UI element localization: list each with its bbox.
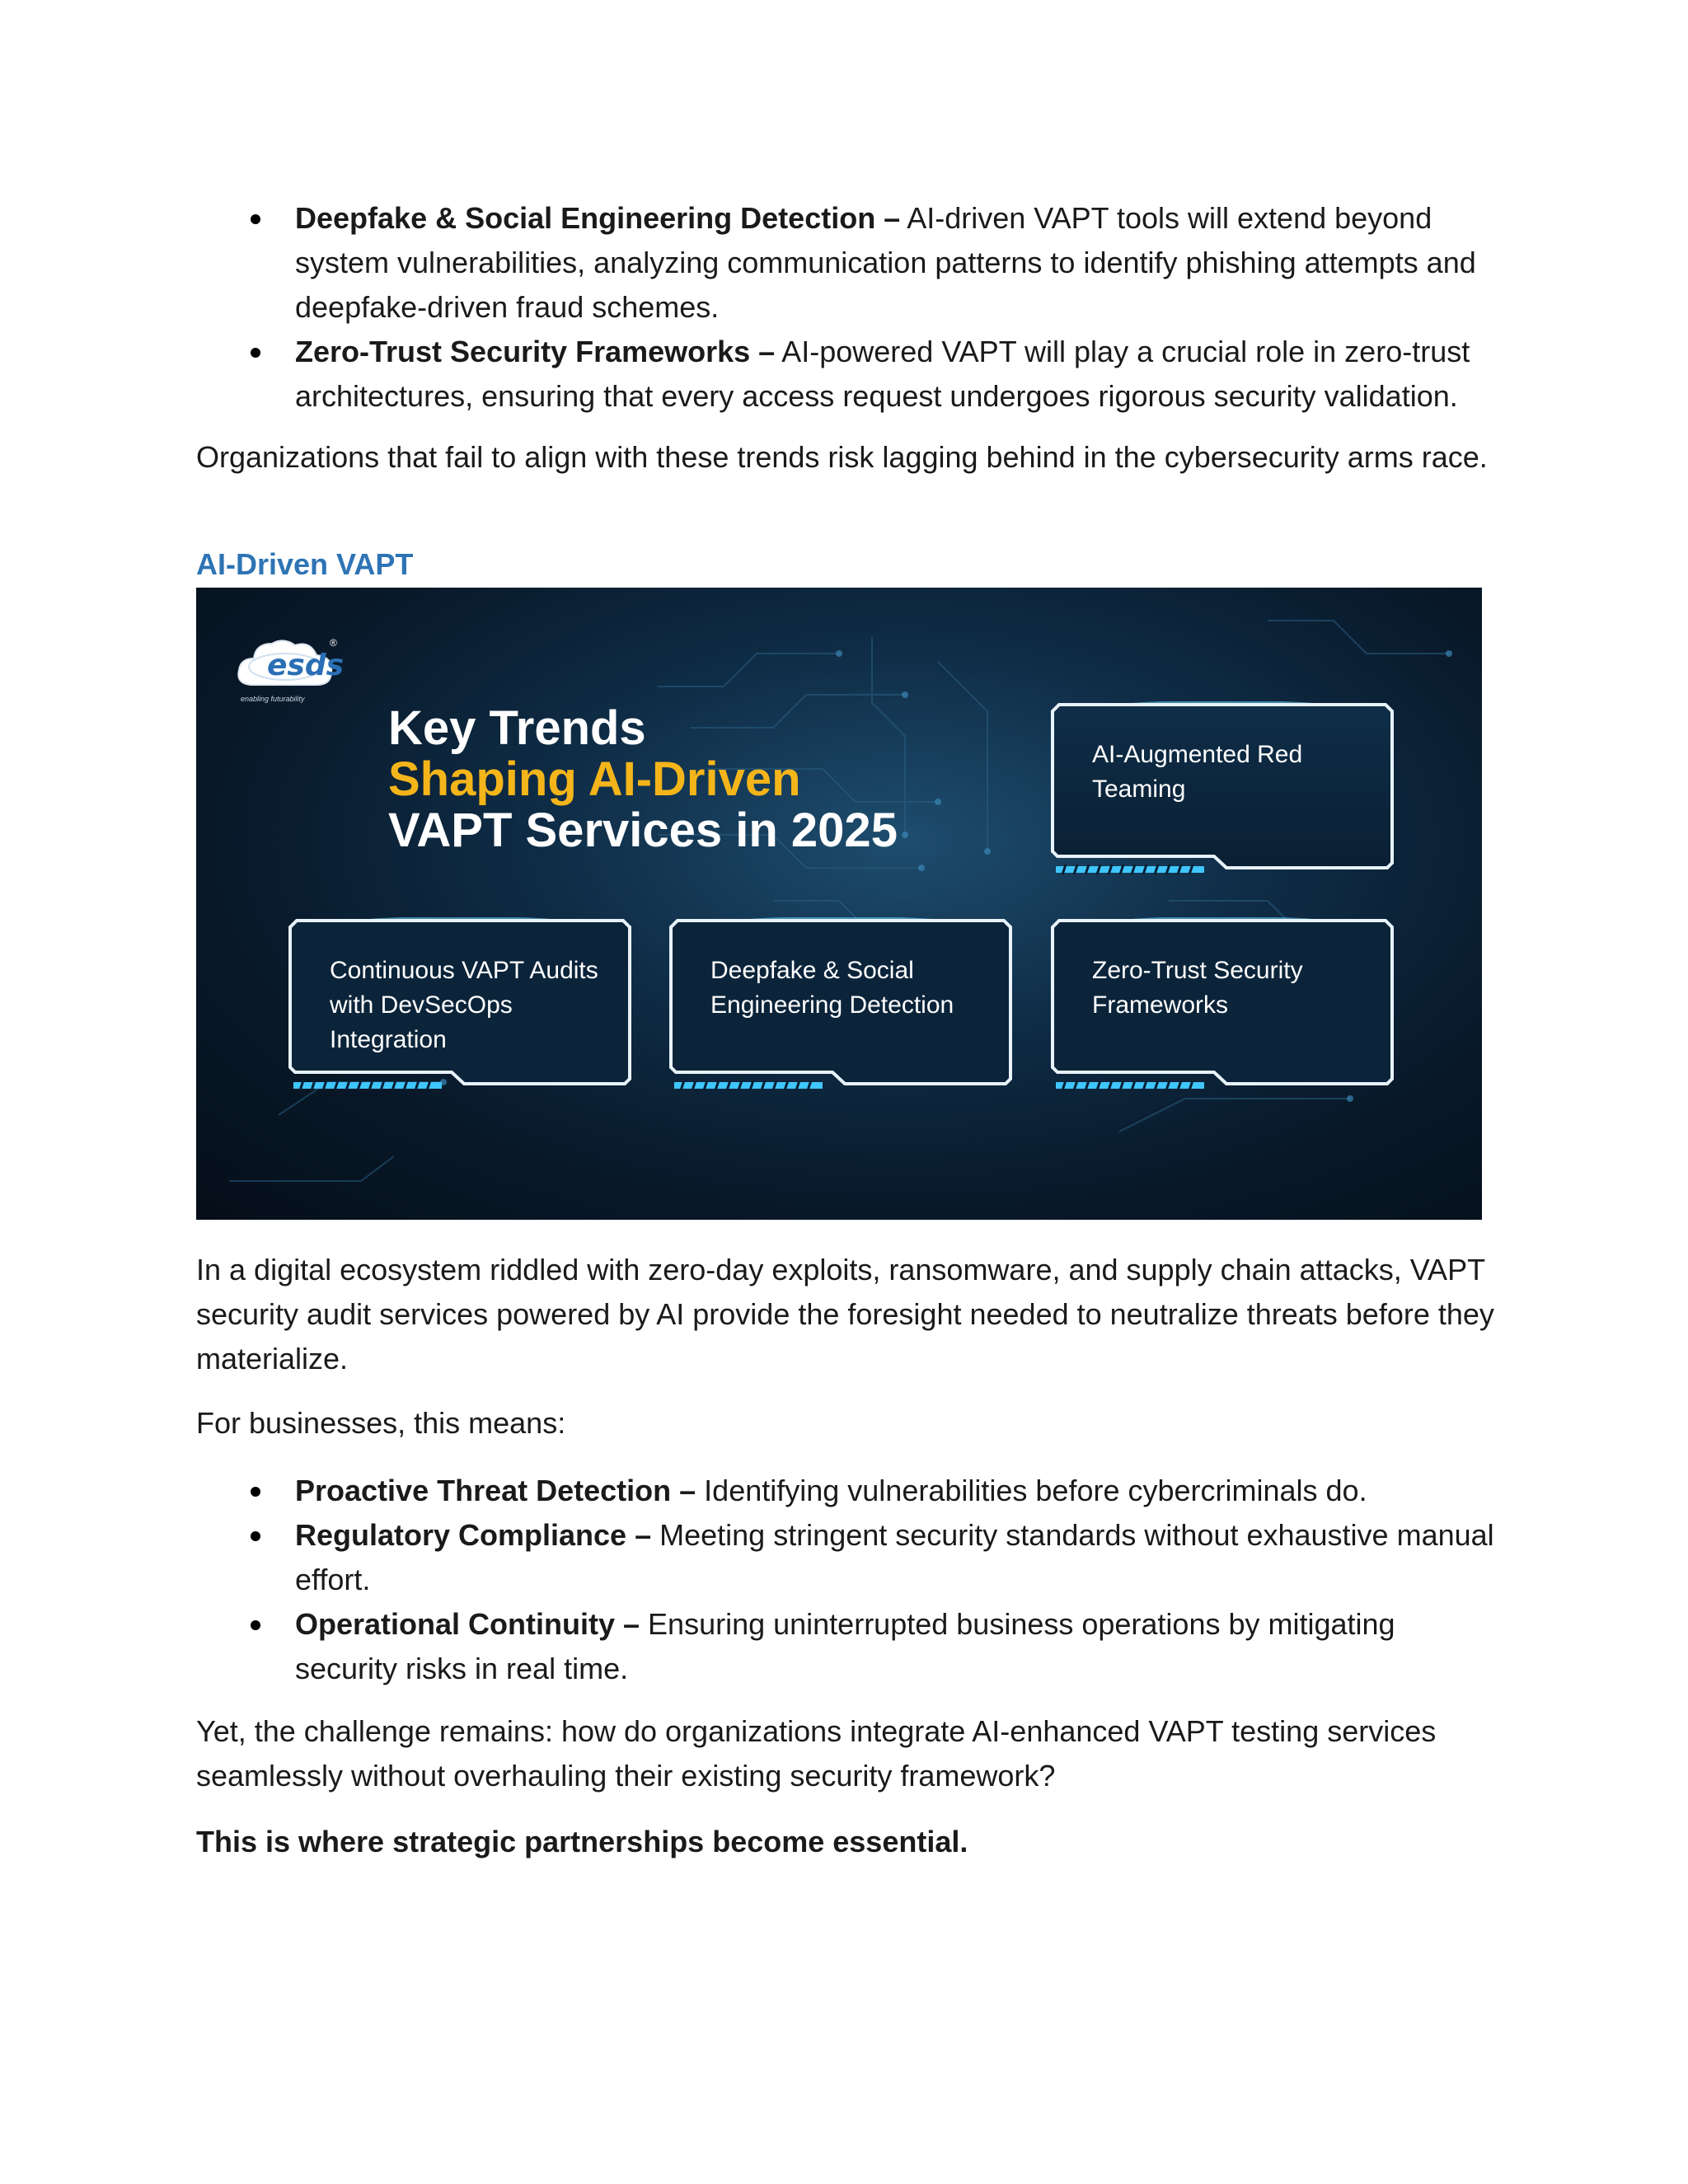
bullet-text: Identifying vulnerabilities before cybercriminals do. <box>696 1474 1367 1507</box>
list-item <box>196 196 1498 330</box>
paragraph-trends: Organizations that fail to align with these trends risk lagging behind in the cybersecurity arms race. <box>196 440 1488 474</box>
bullet-term: Deepfake & Social Engineering Detection – <box>295 201 901 235</box>
paragraph-ecosystem: In a digital ecosystem riddled with zero-day exploits, ransomware, and supply chain attacks, VAPT security audit services powered by AI provide the foresight needed to neutralize threats before they materialize. <box>196 1253 1494 1376</box>
bullet-text: Ensuring uninterrupted business operations by mitigating security risks in real time. <box>295 1607 1395 1685</box>
list-item <box>196 1602 1498 1691</box>
trend-card-zero-trust <box>1049 917 1395 1094</box>
esds-logo <box>234 634 345 700</box>
bullet-text: Meeting stringent security standards without exhaustive manual effort. <box>295 1518 1494 1596</box>
paragraph-challenge: Yet, the challenge remains: how do organizations integrate AI-enhanced VAPT testing services seamlessly without overhauling their existing security framework? <box>196 1714 1437 1793</box>
circuit-background <box>196 588 1482 1220</box>
closing-statement: This is where strategic partnerships become essential. <box>196 1825 968 1858</box>
paragraph-businesses: For businesses, this means: <box>196 1406 566 1440</box>
benefit-bullet-list <box>196 1469 1498 1691</box>
logo-tagline: enabling futurability <box>241 695 305 703</box>
top-bullet-list <box>196 196 1498 419</box>
bullet-term: Zero-Trust Security Frameworks – <box>295 335 776 368</box>
bullet-term: Regulatory Compliance – <box>295 1518 652 1552</box>
list-item <box>196 1513 1498 1602</box>
logo-text: esds <box>267 649 345 682</box>
card-label: Continuous VAPT Audits with DevSecOps Integration <box>330 957 598 1053</box>
card-label: AI-Augmented Red Teaming <box>1092 741 1303 803</box>
bullet-text: AI-driven VAPT tools will extend beyond system vulnerabilities, analyzing communication patterns to identify phishing attempts and deepfake-driven fraud schemes. <box>295 201 1476 324</box>
trend-card-deepfake <box>668 917 1014 1094</box>
bullet-term: Operational Continuity – <box>295 1607 640 1641</box>
title-line-2: Shaping AI-Driven <box>388 752 801 806</box>
card-label: Deepfake & Social Engineering Detection <box>710 957 954 1019</box>
trend-card-red-teaming <box>1049 701 1395 879</box>
bullet-term: Proactive Threat Detection – <box>295 1474 696 1507</box>
section-heading: AI-Driven VAPT <box>196 547 414 581</box>
list-item <box>196 1469 1498 1513</box>
title-line-3: VAPT Services in 2025 <box>388 804 898 857</box>
title-line-1: Key Trends <box>388 701 646 755</box>
card-label: Zero-Trust Security Frameworks <box>1092 957 1303 1019</box>
trends-banner-image <box>196 588 1482 1220</box>
bullet-text: AI-powered VAPT will play a crucial role in zero-trust architectures, ensuring that every access request undergoes rigorous security validation. <box>295 335 1470 413</box>
list-item <box>196 330 1498 419</box>
banner-title <box>388 703 898 856</box>
registered-mark: ® <box>330 637 337 649</box>
trend-card-continuous-vapt <box>287 917 633 1094</box>
